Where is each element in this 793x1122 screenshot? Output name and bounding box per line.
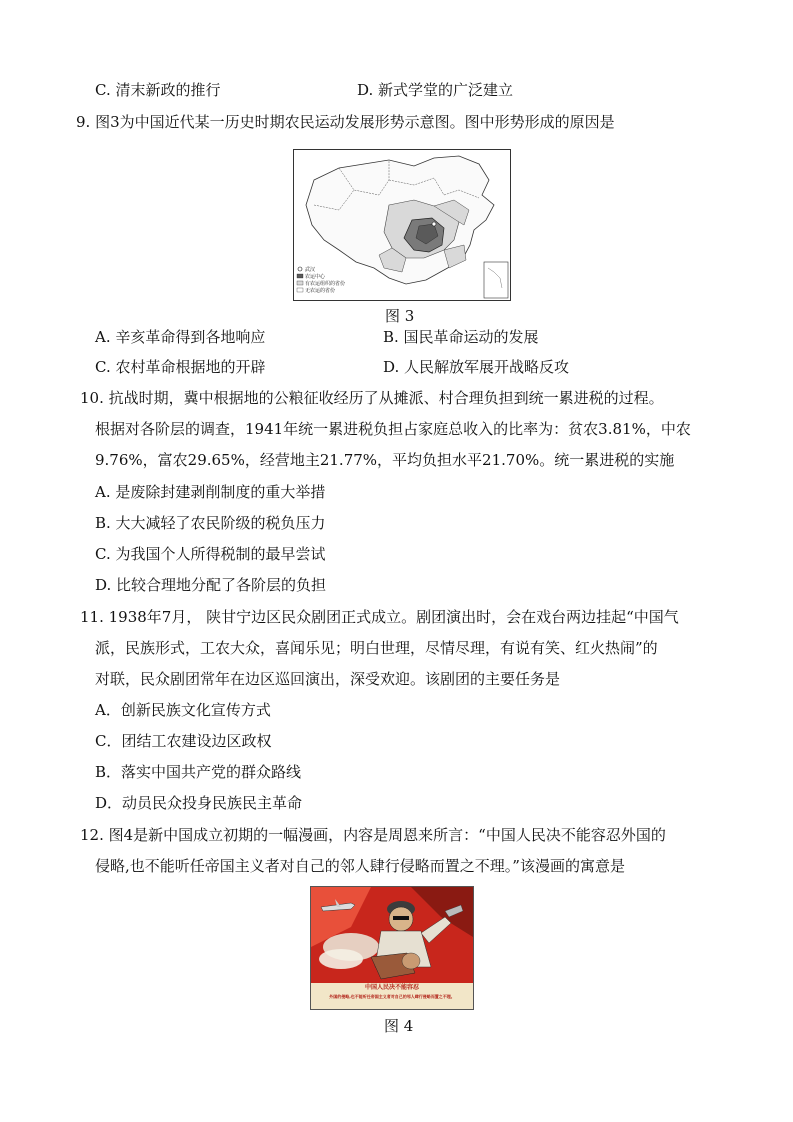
cartoon-caption-line-1: 中国人民决不能容忍	[364, 984, 419, 991]
cartoon-caption-line-2: 外国的侵略,也不能听任帝国主义者对自己的邻人肆行侵略而置之不理。	[329, 994, 455, 999]
q11-option-b: B．落实中国共产党的群众路线	[95, 763, 302, 781]
q12-stem-line-1: 12. 图4是新中国成立初期的一幅漫画，内容是周恩来所言：“中国人民决不能容忍外国的	[80, 826, 666, 844]
q10-option-d: D. 比较合理地分配了各阶层的负担	[95, 576, 327, 594]
q11-option-d: D．动员民众投身民族民主革命	[95, 794, 303, 812]
q11-option-c: C．团结工农建设边区政权	[95, 732, 272, 750]
china-map-illustration	[294, 150, 510, 300]
q12-stem-line-2: 侵略,也不能听任帝国主义者对自己的邻人肆行侵略而置之不理。”该漫画的寓意是	[95, 857, 625, 875]
legend-label-center: 农运中心	[305, 274, 326, 280]
legend-label-none: 无农运的省份	[305, 288, 336, 294]
q10-stem-line-2: 根据对各阶层的调查，1941年统一累进税负担占家庭总收入的比率为：贫农3.81%，中农	[95, 420, 691, 438]
q10-stem-line-3: 9.76%，富农29.65%，经营地主21.77%，平均负担水平21.70%。统一累进税的实施	[95, 451, 675, 469]
q9-option-d: D. 人民解放军展开战略反攻	[383, 358, 570, 376]
legend-label-wuhan: 武汉	[305, 267, 316, 273]
option-c-prev: C. 清末新政的推行	[95, 81, 221, 99]
q9-option-c: C. 农村革命根据地的开辟	[95, 358, 266, 376]
q9-option-b: B. 国民革命运动的发展	[383, 328, 539, 346]
q11-option-a: A．创新民族文化宣传方式	[95, 701, 271, 719]
map-legend	[297, 266, 345, 294]
figure-4-cartoon	[310, 886, 474, 1010]
q9-stem: 9. 图3为中国近代某一历史时期农民运动发展形势示意图。图中形势形成的原因是	[76, 113, 615, 131]
q9-option-a: A. 辛亥革命得到各地响应	[95, 328, 266, 346]
q11-stem-line-1: 11. 1938年7月， 陕甘宁边区民众剧团正式成立。剧团演出时，会在戏台两边挂起“中国气	[80, 608, 679, 626]
q10-option-a: A. 是废除封建剥削制度的重大举措	[95, 483, 326, 501]
q10-option-c: C. 为我国个人所得税制的最早尝试	[95, 545, 326, 563]
figure-4-caption: 图 4	[384, 1017, 414, 1035]
figure-3-map	[293, 149, 511, 301]
q10-option-b: B. 大大减轻了农民阶级的税负压力	[95, 514, 326, 532]
option-d-prev: D. 新式学堂的广泛建立	[357, 81, 514, 99]
legend-label-organized: 有农运组织的省份	[305, 281, 346, 287]
q11-stem-line-2: 派，民族形式，工农大众，喜闻乐见；明白世理，尽情尽理，有说有笑、红火热闹”的	[95, 639, 658, 657]
figure-3-caption: 图 3	[385, 307, 415, 325]
q10-stem-line-1: 10. 抗战时期，冀中根据地的公粮征收经历了从摊派、村合理负担到统一累进税的过程。	[80, 389, 664, 407]
q11-stem-line-3: 对联，民众剧团常年在边区巡回演出，深受欢迎。该剧团的主要任务是	[95, 670, 561, 688]
